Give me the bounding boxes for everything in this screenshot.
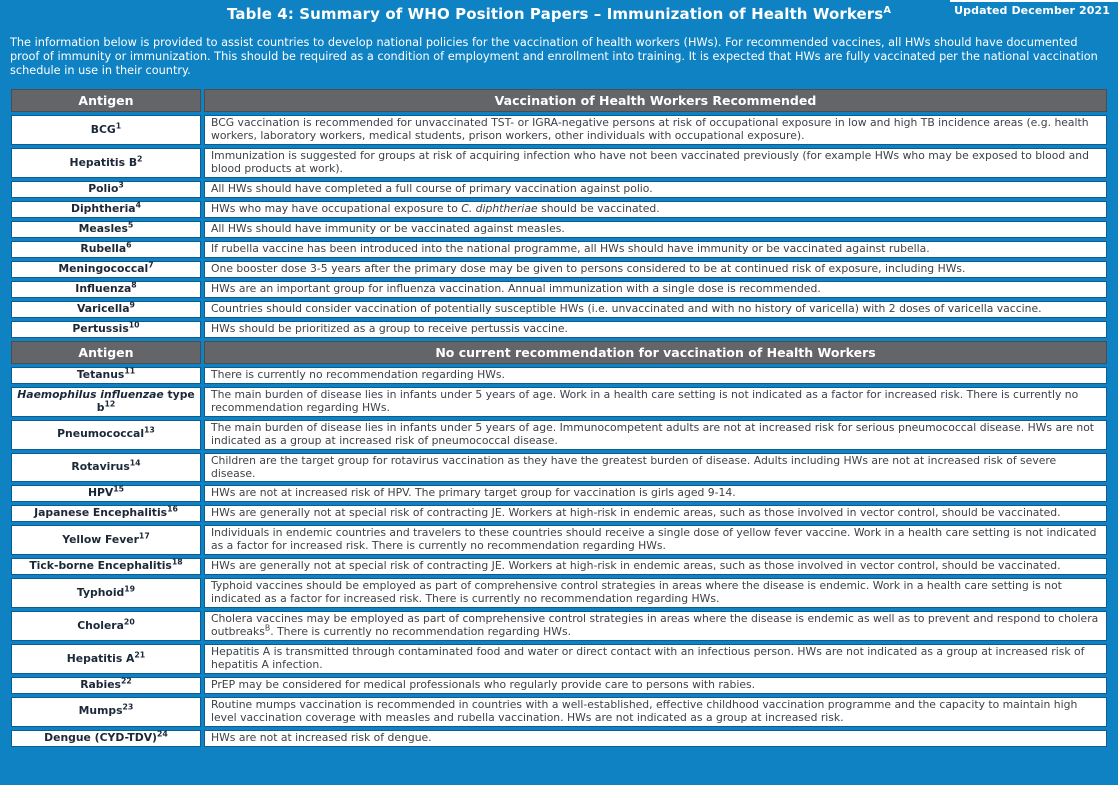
antigen-cell: Rubella$^6$ <box>11 241 201 258</box>
table-row <box>11 367 1107 384</box>
description-cell: HWs are not at increased risk of dengue. <box>204 730 1107 747</box>
updated-date-label: Updated December 2021 <box>950 0 1118 17</box>
description-cell: Typhoid vaccines should be employed as part of comprehensive control strategies in areas where the disease is endemic. Work in a health care setting is not indicated as a factor for increased risk. There is currently no recommendation regarding HWs. <box>204 578 1107 608</box>
antigen-column-header: Antigen <box>11 341 201 364</box>
antigen-cell: Yellow Fever$^{17}$ <box>11 525 201 555</box>
antigen-cell: Cholera$^{20}$ <box>11 611 201 641</box>
table-body <box>11 89 1107 746</box>
description-cell: Hepatitis A is transmitted through contaminated food and water or direct contact with an infectious person. HWs are not indicated as a group at increased risk of hepatitis A infection. <box>204 644 1107 674</box>
description-cell: One booster dose 3-5 years after the primary dose may be given to persons considered to be at continued risk of exposure, including HWs. <box>204 261 1107 278</box>
table-row <box>11 241 1107 258</box>
table-row <box>11 578 1107 608</box>
antigen-cell: Meningococcal$^7$ <box>11 261 201 278</box>
table-row <box>11 697 1107 727</box>
description-cell: HWs who may have occupational exposure to C. diphtheriae should be vaccinated. <box>204 201 1107 218</box>
description-cell: HWs are generally not at special risk of contracting JE. Workers at high-risk in endemic areas, such as those involved in vector control, should be vaccinated. <box>204 505 1107 522</box>
antigen-cell: HPV$^{15}$ <box>11 485 201 502</box>
antigen-cell: Polio$^3$ <box>11 181 201 198</box>
table-row <box>11 730 1107 747</box>
who-position-papers-table <box>8 86 1110 749</box>
antigen-cell: Rotavirus$^{14}$ <box>11 453 201 483</box>
description-cell: The main burden of disease lies in infants under 5 years of age. Immunocompetent adults are not at increased risk for serious pneumococcal disease. HWs are not indicated as a group at increased risk of pneumococcal disease. <box>204 420 1107 450</box>
table-row <box>11 387 1107 417</box>
page-title-footnote-marker: A <box>883 5 891 16</box>
description-cell: Cholera vaccines may be employed as part of comprehensive control strategies in areas where the disease is endemic as well as to prevent and respond to cholera outbreaks$^B$. There is currently no recommendation regarding HWs. <box>204 611 1107 641</box>
table-row <box>11 677 1107 694</box>
antigen-cell: Japanese Encephalitis$^{16}$ <box>11 505 201 522</box>
intro-paragraph: The information below is provided to assist countries to develop national policies for the vaccination of health workers (HWs). For recommended vaccines, all HWs should have documented proof of immunity or immunization. This should be required as a condition of employment and enrollment into training. It is expected that HWs are fully vaccinated per the national vaccination schedule in use in their country. <box>10 36 1098 77</box>
antigen-cell: Pertussis$^{10}$ <box>11 321 201 338</box>
table-row <box>11 525 1107 555</box>
description-cell: All HWs should have completed a full course of primary vaccination against polio. <box>204 181 1107 198</box>
table-row <box>11 181 1107 198</box>
description-cell: PrEP may be considered for medical professionals who regularly provide care to persons with rabies. <box>204 677 1107 694</box>
antigen-cell: Typhoid$^{19}$ <box>11 578 201 608</box>
antigen-cell: Influenza$^8$ <box>11 281 201 298</box>
antigen-cell: Measles$^5$ <box>11 221 201 238</box>
antigen-cell: Rabies$^{22}$ <box>11 677 201 694</box>
table-row <box>11 148 1107 178</box>
section-header-row <box>11 341 1107 364</box>
table-row <box>11 261 1107 278</box>
table-row <box>11 301 1107 318</box>
table-row <box>11 485 1107 502</box>
table-row <box>11 281 1107 298</box>
antigen-cell: Tick-borne Encephalitis$^{18}$ <box>11 558 201 575</box>
table-row <box>11 201 1107 218</box>
recommendation-column-header: Vaccination of Health Workers Recommended <box>204 89 1107 112</box>
table-row <box>11 115 1107 145</box>
antigen-cell: BCG$^1$ <box>11 115 201 145</box>
table-row <box>11 611 1107 641</box>
antigen-cell: Mumps$^{23}$ <box>11 697 201 727</box>
description-cell: The main burden of disease lies in infants under 5 years of age. Work in a health care setting is not indicated as a factor for increased risk. There is currently no recommendation regarding HWs. <box>204 387 1107 417</box>
section-header-row <box>11 89 1107 112</box>
description-cell: Countries should consider vaccination of potentially susceptible HWs (i.e. unvaccinated and with no history of varicella) with 2 doses of varicella vaccine. <box>204 301 1107 318</box>
description-cell: HWs are generally not at special risk of contracting JE. Workers at high-risk in endemic areas, such as those involved in vector control, should be vaccinated. <box>204 558 1107 575</box>
table-row <box>11 505 1107 522</box>
description-cell: BCG vaccination is recommended for unvaccinated TST- or IGRA-negative persons at risk of occupational exposure in low and high TB incidence areas (e.g. health workers, laboratory workers, medical students, prison workers, other individuals with occupational exposure). <box>204 115 1107 145</box>
description-cell: HWs are not at increased risk of HPV. The primary target group for vaccination is girls aged 9-14. <box>204 485 1107 502</box>
antigen-cell: Hepatitis $A^{21}$ <box>11 644 201 674</box>
antigen-cell: Pneumococcal$^{13}$ <box>11 420 201 450</box>
description-cell: HWs are an important group for influenza vaccination. Annual immunization with a single dose is recommended. <box>204 281 1107 298</box>
table-row <box>11 453 1107 483</box>
page-title-text: Table 4: Summary of WHO Position Papers – Immunization of Health Workers <box>227 5 884 23</box>
description-cell: If rubella vaccine has been introduced into the national programme, all HWs should have immunity or be vaccinated against rubella. <box>204 241 1107 258</box>
antigen-cell: Diphtheria$^4$ <box>11 201 201 218</box>
description-cell: All HWs should have immunity or be vaccinated against measles. <box>204 221 1107 238</box>
antigen-column-header: Antigen <box>11 89 201 112</box>
antigen-cell: Hepatitis $B^2$ <box>11 148 201 178</box>
table-row <box>11 420 1107 450</box>
recommendation-column-header: No current recommendation for vaccination of Health Workers <box>204 341 1107 364</box>
description-cell: Immunization is suggested for groups at risk of acquiring infection who have not been vaccinated previously (for example HWs who may be exposed to blood and blood products at work). <box>204 148 1107 178</box>
description-cell: Routine mumps vaccination is recommended in countries with a well-established, effective childhood vaccination programme and the capacity to maintain high level vaccination coverage with measles and rubella vaccination. HWs are not indicated as a group at increased risk. <box>204 697 1107 727</box>
description-cell: HWs should be prioritized as a group to receive pertussis vaccine. <box>204 321 1107 338</box>
description-cell: There is currently no recommendation regarding HWs. <box>204 367 1107 384</box>
antigen-cell: Tetanus$^{11}$ <box>11 367 201 384</box>
table-row <box>11 321 1107 338</box>
table-row <box>11 221 1107 238</box>
description-cell: Individuals in endemic countries and travelers to these countries should receive a single dose of yellow fever vaccine. Work in a health care setting is not indicated as a factor for increased risk. There is currently no recommendation regarding HWs. <box>204 525 1107 555</box>
antigen-cell: Varicella$^9$ <box>11 301 201 318</box>
table-row <box>11 558 1107 575</box>
description-cell: Children are the target group for rotavirus vaccination as they have the greatest burden of disease. Adults including HWs are not at increased risk of severe disease. <box>204 453 1107 483</box>
antigen-cell: Dengue $(CYD-TDV)^{24}$ <box>11 730 201 747</box>
antigen-cell: Haemophilus influenzae type $b^{12}$ <box>11 387 201 417</box>
table-row <box>11 644 1107 674</box>
